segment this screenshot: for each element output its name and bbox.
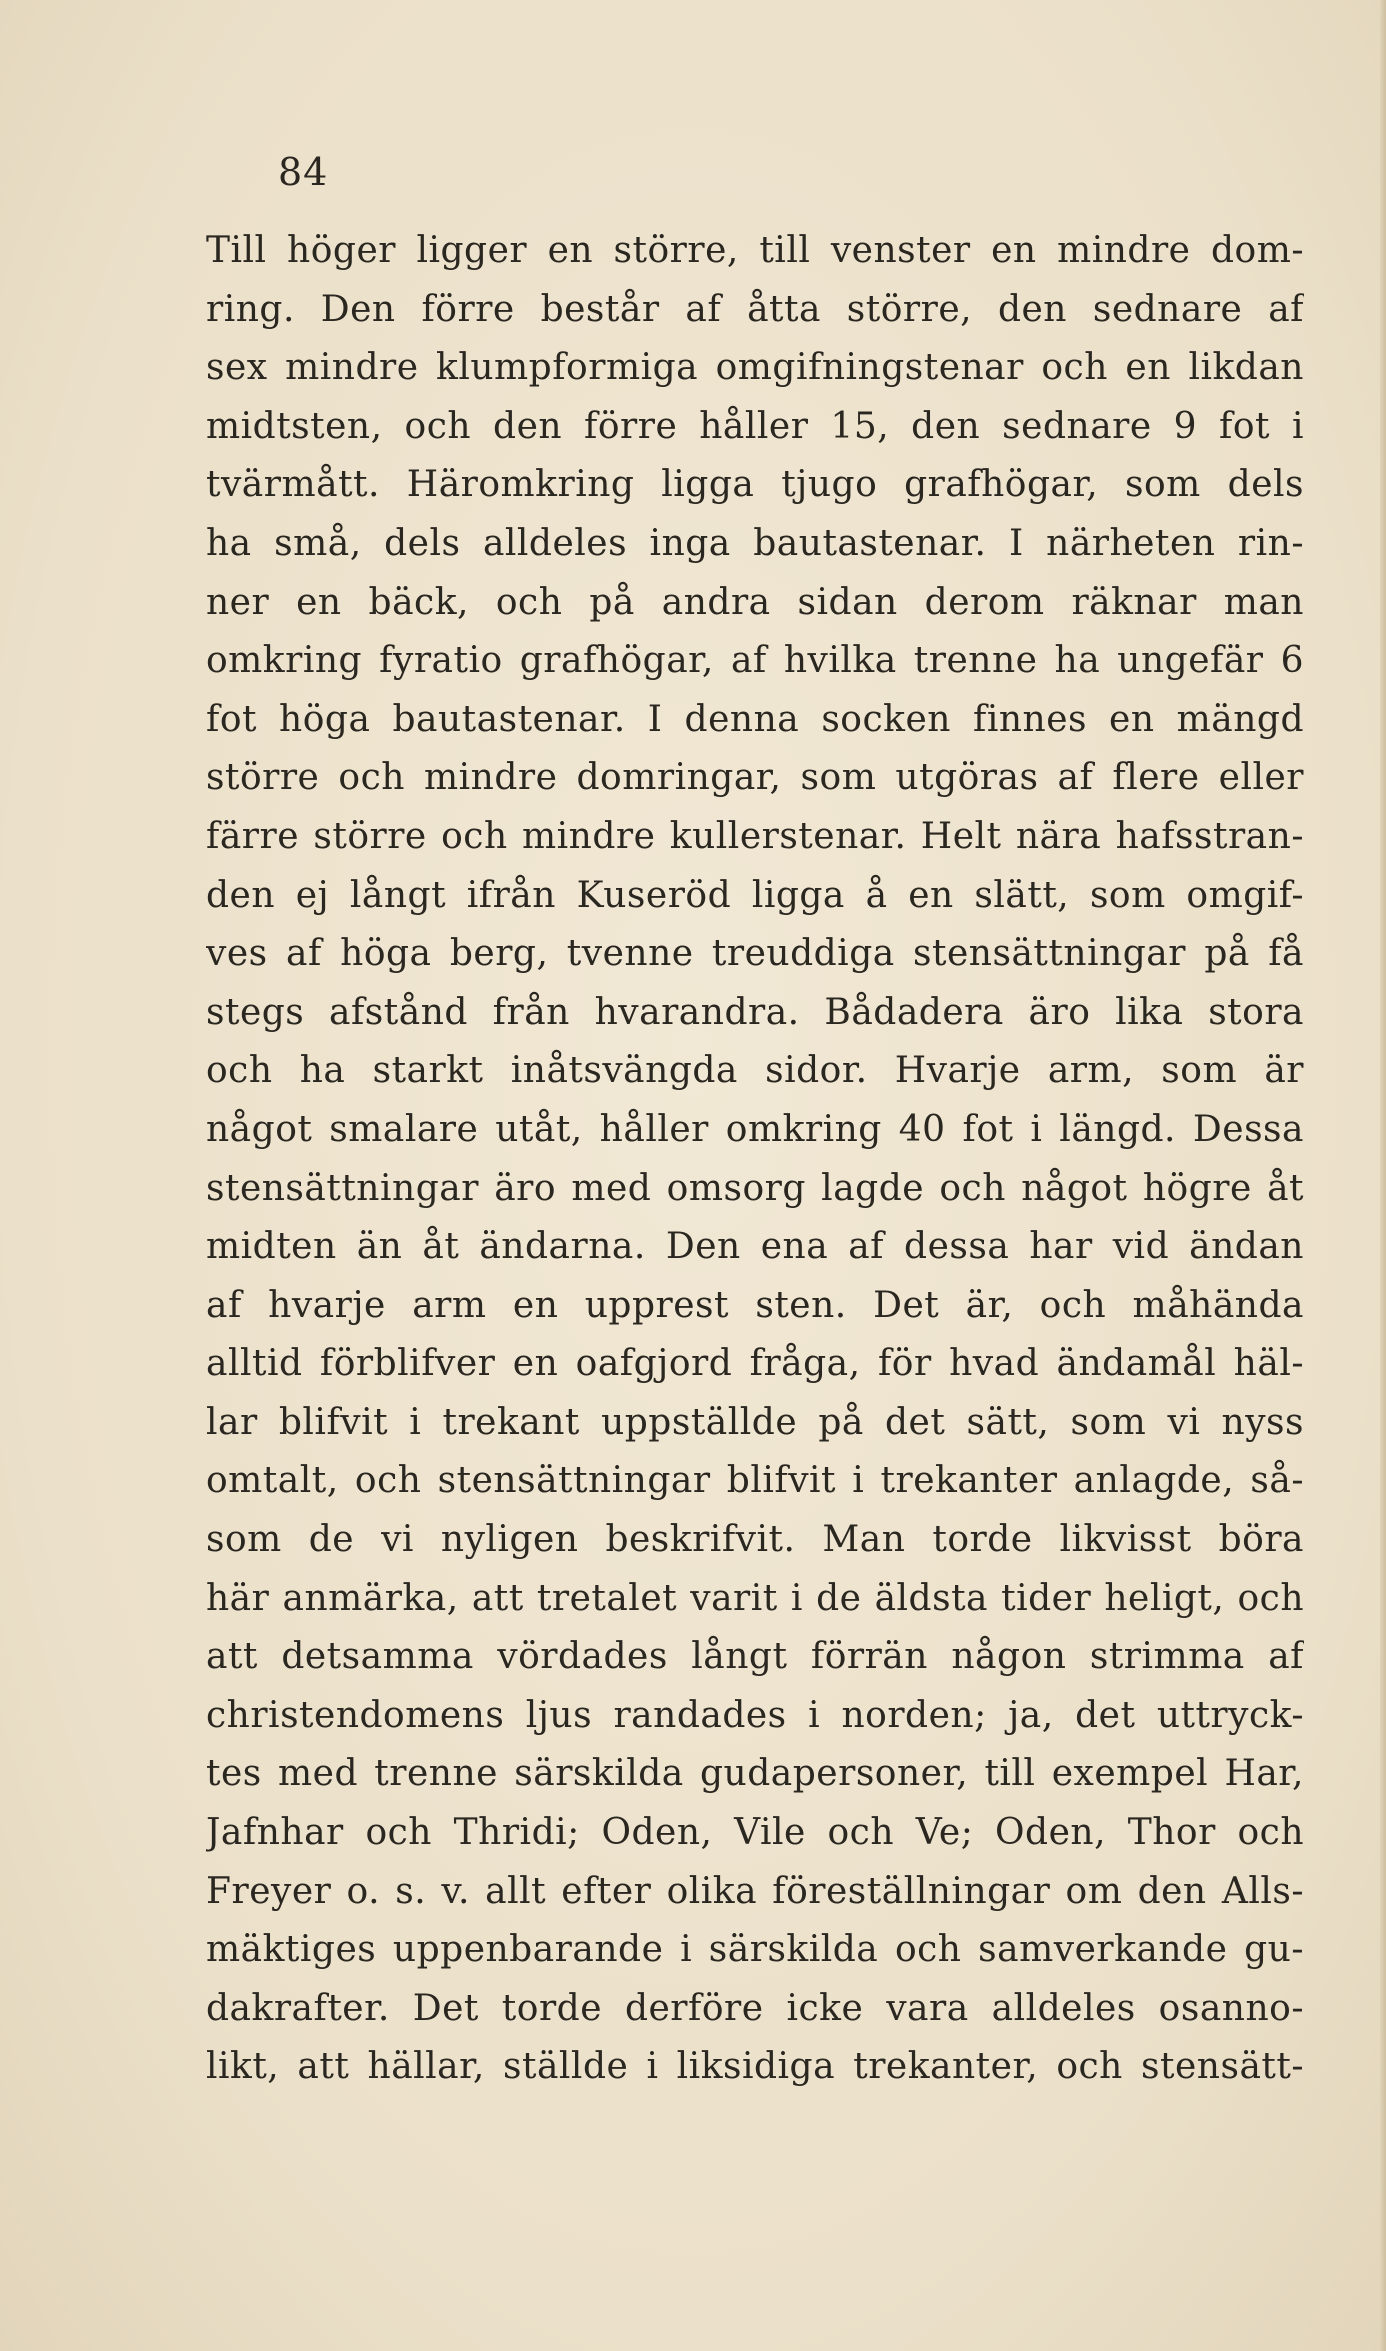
text-line: lar blifvit i trekant uppställde på det sätt, som vi nyss bbox=[206, 1401, 1304, 1443]
text-line: den ej långt ifrån Kuseröd ligga å en slätt, som omgif- bbox=[206, 874, 1304, 916]
text-line: af hvarje arm en upprest sten. Det är, och måhända bbox=[206, 1284, 1304, 1326]
text-line: färre större och mindre kullerstenar. Helt nära hafsstran- bbox=[206, 815, 1304, 857]
text-line: Jafnhar och Thridi; Oden, Vile och Ve; Oden, Thor och bbox=[206, 1812, 1304, 1854]
text-line: omkring fyratio grafhögar, af hvilka trenne ha ungefär 6 bbox=[206, 640, 1304, 682]
text-line: stegs afstånd från hvarandra. Bådadera äro lika stora bbox=[206, 991, 1304, 1033]
text-line: likt, att hällar, ställde i liksidiga trekanter, och stensätt- bbox=[206, 2046, 1304, 2088]
text-line: mäktiges uppenbarande i särskilda och samverkande gu- bbox=[206, 1929, 1304, 1971]
text-line: att detsamma vördades långt förrän någon strimma af bbox=[206, 1636, 1304, 1678]
text-line: och ha starkt inåtsvängda sidor. Hvarje arm, som är bbox=[206, 1050, 1304, 1092]
text-line: här anmärka, att tretalet varit i de äldsta tider heligt, och bbox=[206, 1577, 1304, 1619]
text-line: dakrafter. Det torde derföre icke vara alldeles osanno- bbox=[206, 1987, 1304, 2029]
text-line: tvärmått. Häromkring ligga tjugo grafhögar, som dels bbox=[206, 464, 1304, 506]
text-line: omtalt, och stensättningar blifvit i trekanter anlagde, så- bbox=[206, 1460, 1304, 1502]
text-line: midten än åt ändarna. Den ena af dessa har vid ändan bbox=[206, 1226, 1304, 1268]
text-line: ves af höga berg, tvenne treuddiga stensättningar på få bbox=[206, 933, 1304, 975]
text-line: alltid förblifver en oafgjord fråga, för hvad ändamål häl- bbox=[206, 1343, 1304, 1385]
text-line: ring. Den förre består af åtta större, den sednare af bbox=[206, 288, 1304, 330]
text-line: ner en bäck, och på andra sidan derom räknar man bbox=[206, 581, 1304, 623]
text-line: fot höga bautastenar. I denna socken finnes en mängd bbox=[206, 698, 1304, 740]
page-number: 84 bbox=[278, 150, 329, 194]
page-edge bbox=[1380, 0, 1386, 2351]
text-line: midtsten, och den förre håller 15, den sednare 9 fot i bbox=[206, 405, 1304, 447]
text-line: större och mindre domringar, som utgöras af flere eller bbox=[206, 757, 1304, 799]
text-line: stensättningar äro med omsorg lagde och något högre åt bbox=[206, 1167, 1304, 1209]
body-text bbox=[206, 222, 1304, 2097]
text-line: christendomens ljus randades i norden; ja, det uttryck- bbox=[206, 1694, 1304, 1736]
text-line: Till höger ligger en större, till venster en mindre dom- bbox=[206, 230, 1304, 271]
text-line: ha små, dels alldeles inga bautastenar. I närheten rin- bbox=[206, 522, 1304, 564]
text-line: tes med trenne särskilda gudapersoner, till exempel Har, bbox=[206, 1753, 1304, 1795]
text-line: sex mindre klumpformiga omgifningstenar och en likdan bbox=[206, 347, 1304, 389]
text-line: som de vi nyligen beskrifvit. Man torde likvisst böra bbox=[206, 1519, 1304, 1561]
text-line: Freyer o. s. v. allt efter olika föreställningar om den Alls- bbox=[206, 1870, 1304, 1912]
text-line: något smalare utåt, håller omkring 40 fot i längd. Dessa bbox=[206, 1108, 1304, 1150]
